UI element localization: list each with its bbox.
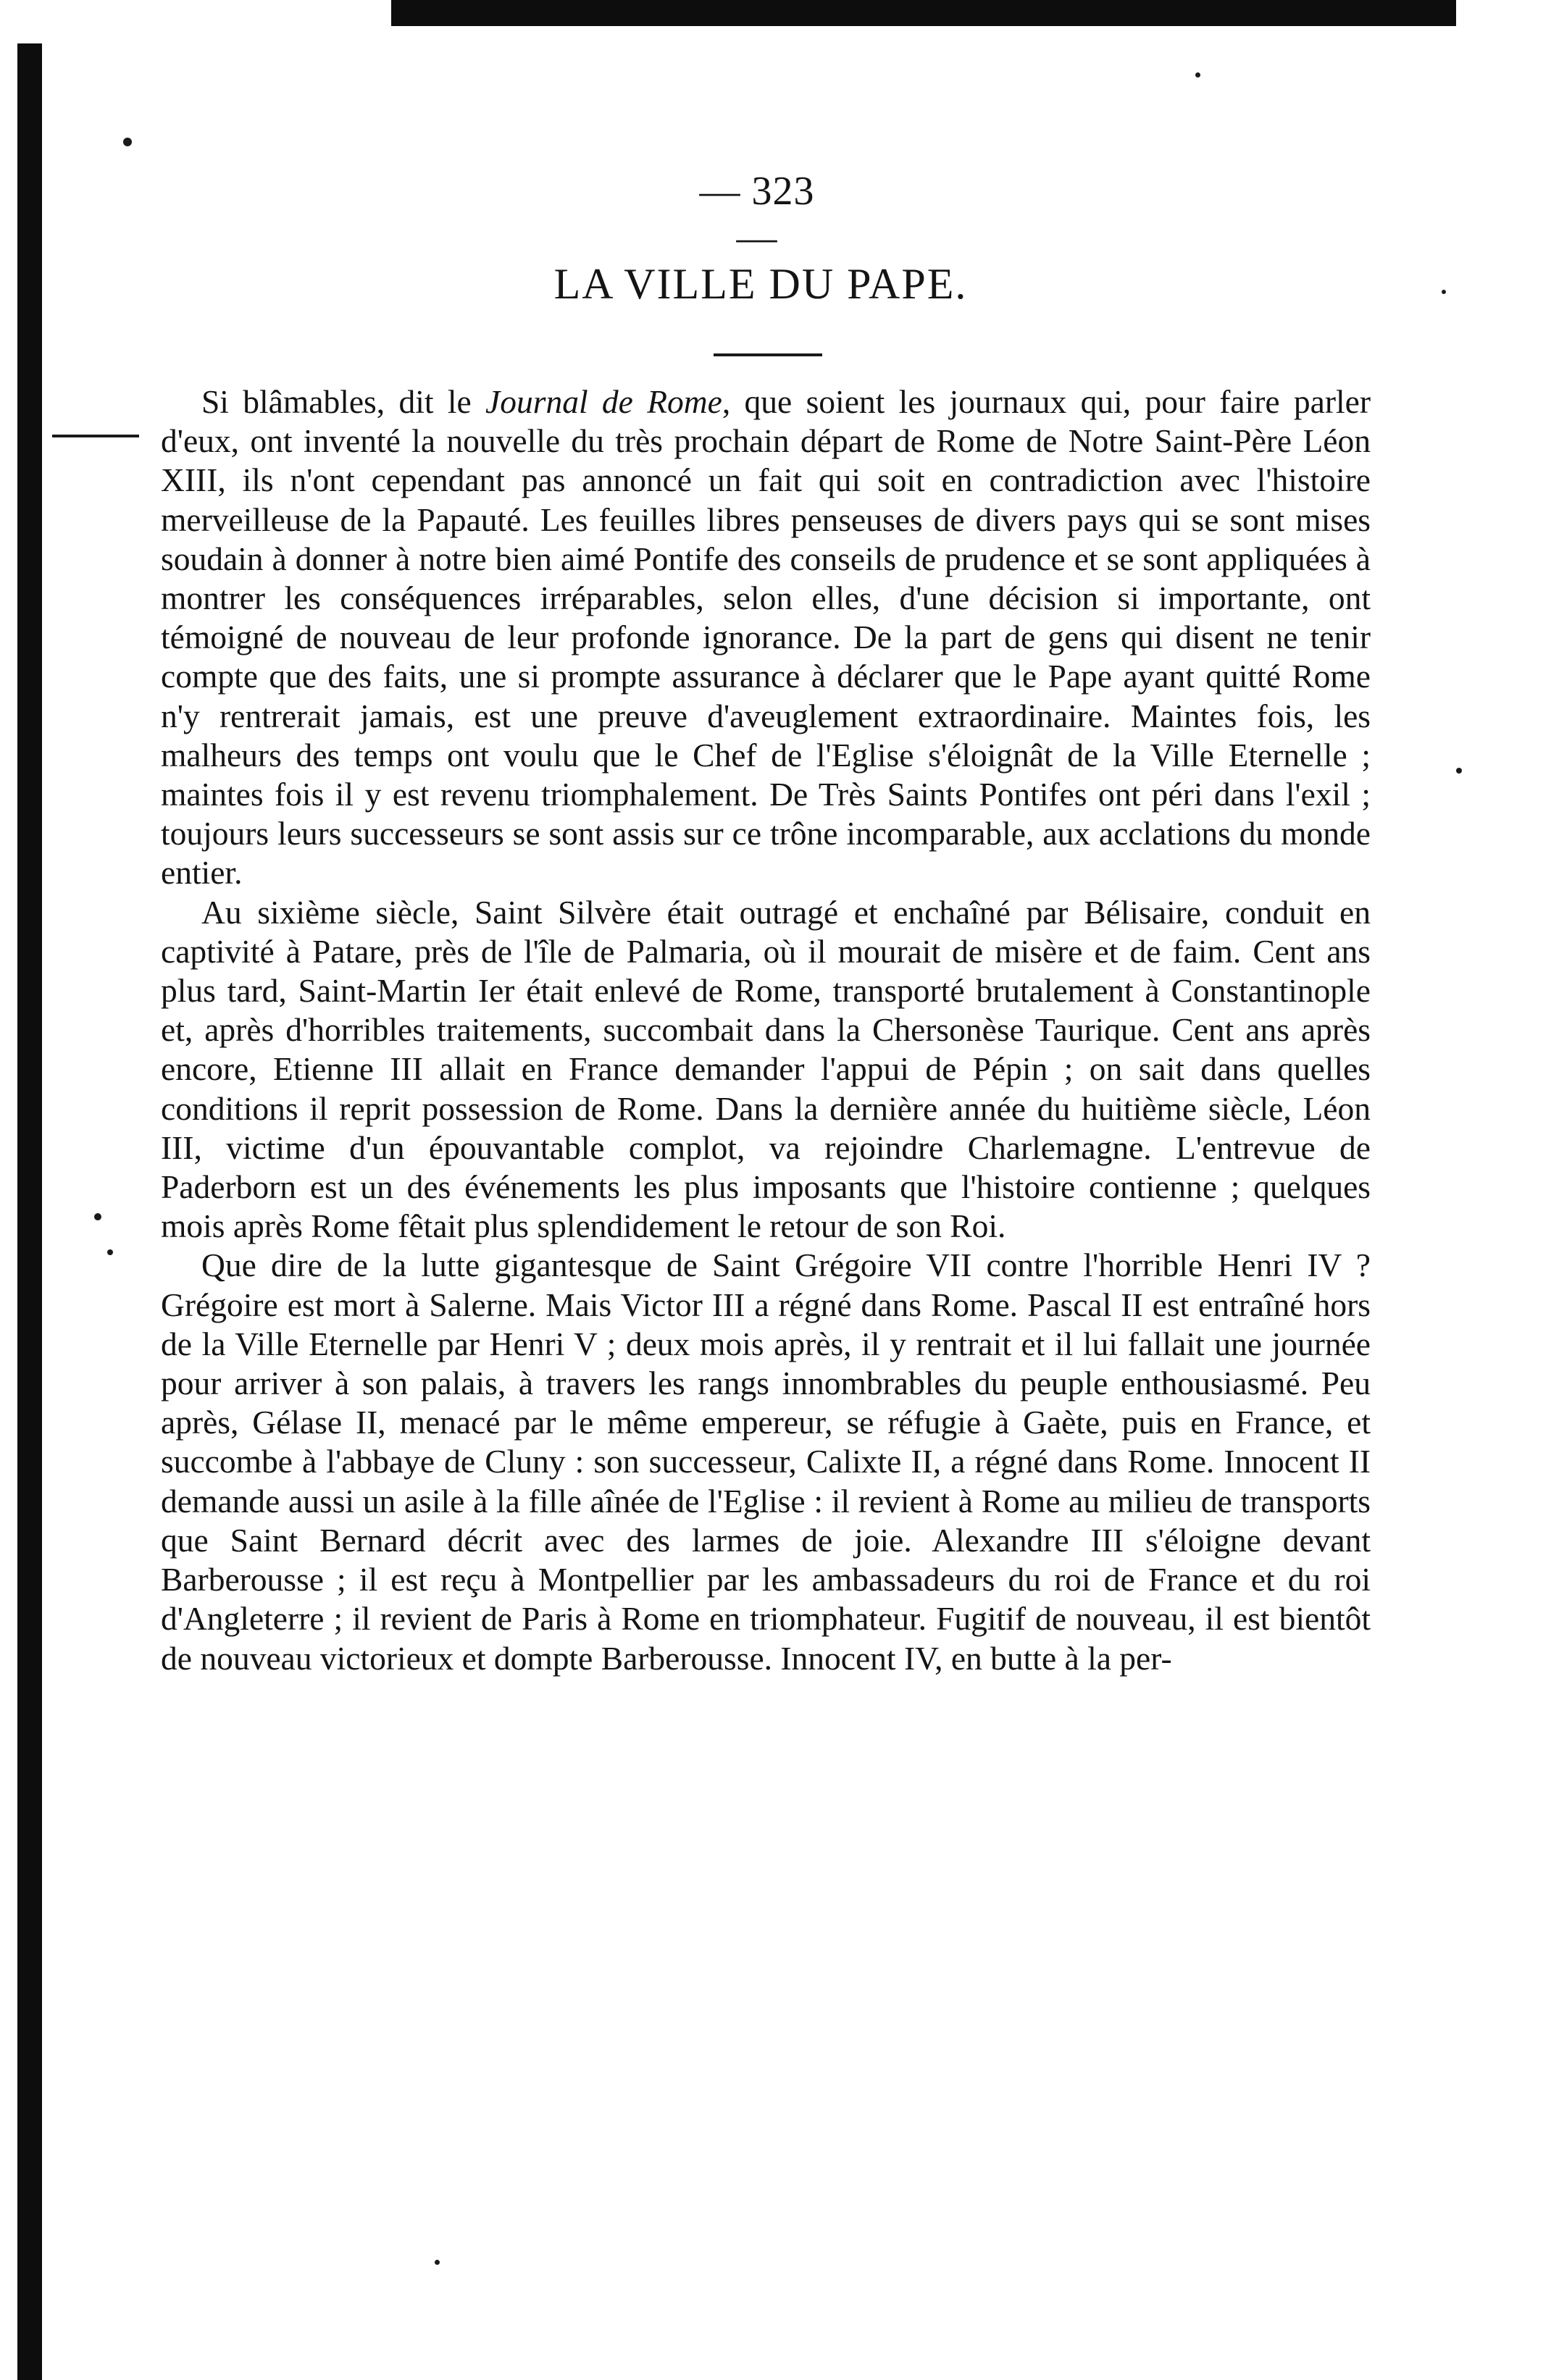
scan-speck — [1456, 768, 1462, 774]
scan-speck — [94, 1213, 101, 1220]
paragraph-3: Que dire de la lutte gigantesque de Saint Grégoire VII contre l'horrible Henri IV ? Grégoire est mort à Salerne. Mais Victor III a régné dans Rome. Pascal II est entraîné hors de la Ville Eternelle par Henri V ; deux mois après, il y rentrait et il lui fallait une journée pour arriver à son palais, à travers les rangs innombrables du peuple enthousiasmé. Peu après, Gélase II, menacé par le même empereur, se réfugie à Gaète, puis en France, et succombe à l'abbaye de Cluny : son successeur, Calixte II, a régné dans Rome. Innocent II demande aussi un asile à la fille aînée de l'Eglise : il revient à Rome au milieu de transports que Saint Bernard décrit avec des larmes de joie. Alexandre III s'éloigne devant Barberousse ; il est reçu à Montpellier par les ambassadeurs du roi de France et du roi d'Angleterre ; il revient de Paris à Rome en triomphateur. Fugitif de nouveau, il est bientôt de nouveau victorieux et dompte Barberousse. Innocent IV, en butte à la per- — [161, 1246, 1371, 1677]
paragraph-1-lead: Si blâmables, dit le — [201, 383, 486, 420]
article-body — [161, 382, 1371, 1678]
scan-speck — [123, 138, 132, 146]
article-title: LA VILLE DU PAPE. — [553, 260, 968, 308]
paragraph-1-rest: , que soient les journaux qui, pour faire parler d'eux, ont inventé la nouvelle du très prochain départ de Rome de Notre Saint-Père Léon XIII, ils n'ont cependant pas annoncé un fait qui soit en contradiction avec l'histoire merveilleuse de la Papauté. Les feuilles libres penseuses de divers pays qui se sont mises soudain à donner à notre bien aimé Pontife des conseils de prudence et se sont appliquées à montrer les conséquences irréparables, selon elles, d'une décision si importante, ont témoigné de nouveau de leur profonde ignorance. De la part de gens qui disent ne tenir compte que des faits, une si prompte assurance à déclarer que le Pape ayant quitté Rome n'y rentrerait jamais, est une preuve d'aveuglement extraordinaire. Maintes fois, les malheurs des temps ont voulu que le Chef de l'Eglise s'éloignât de la Ville Eternelle ; maintes fois il y est revenu triomphalement. De Très Saints Pontifes ont péri dans l'exil ; toujours leurs successeurs se sont assis sur ce trône incomparable, aux acclations du monde entier. — [161, 383, 1371, 892]
scan-speck — [435, 2260, 440, 2265]
paragraph-2: Au sixième siècle, Saint Silvère était outragé et enchaîné par Bélisaire, conduit en captivité à Patare, près de l'île de Palmaria, où il mourait de misère et de faim. Cent ans plus tard, Saint-Martin Ier était enlevé de Rome, transporté brutalement à Constantinople et, après d'horribles traitements, succombait dans la Chersonèse Taurique. Cent ans après encore, Etienne III allait en France demander l'appui de Pépin ; on sait dans quelles conditions il reprit possession de Rome. Dans la dernière année du huitième siècle, Léon III, victime d'un épouvantable complot, va rejoindre Charlemagne. L'entrevue de Paderborn est un des événements les plus imposants que l'histoire contienne ; quelques mois après Rome fêtait plus splendidement le retour de son Roi. — [161, 893, 1371, 1245]
scan-speck — [1442, 290, 1446, 294]
scan-speck — [1195, 72, 1200, 77]
margin-dash-mark — [52, 435, 139, 437]
title-divider — [714, 353, 822, 356]
page-number: — 323 — — [699, 169, 815, 260]
top-edge-bar — [391, 0, 1456, 26]
newspaper-title: Journal de Rome — [485, 383, 722, 420]
scan-speck — [107, 1249, 113, 1255]
paragraph-1 — [161, 382, 1371, 893]
binding-edge-bar — [17, 43, 42, 2380]
